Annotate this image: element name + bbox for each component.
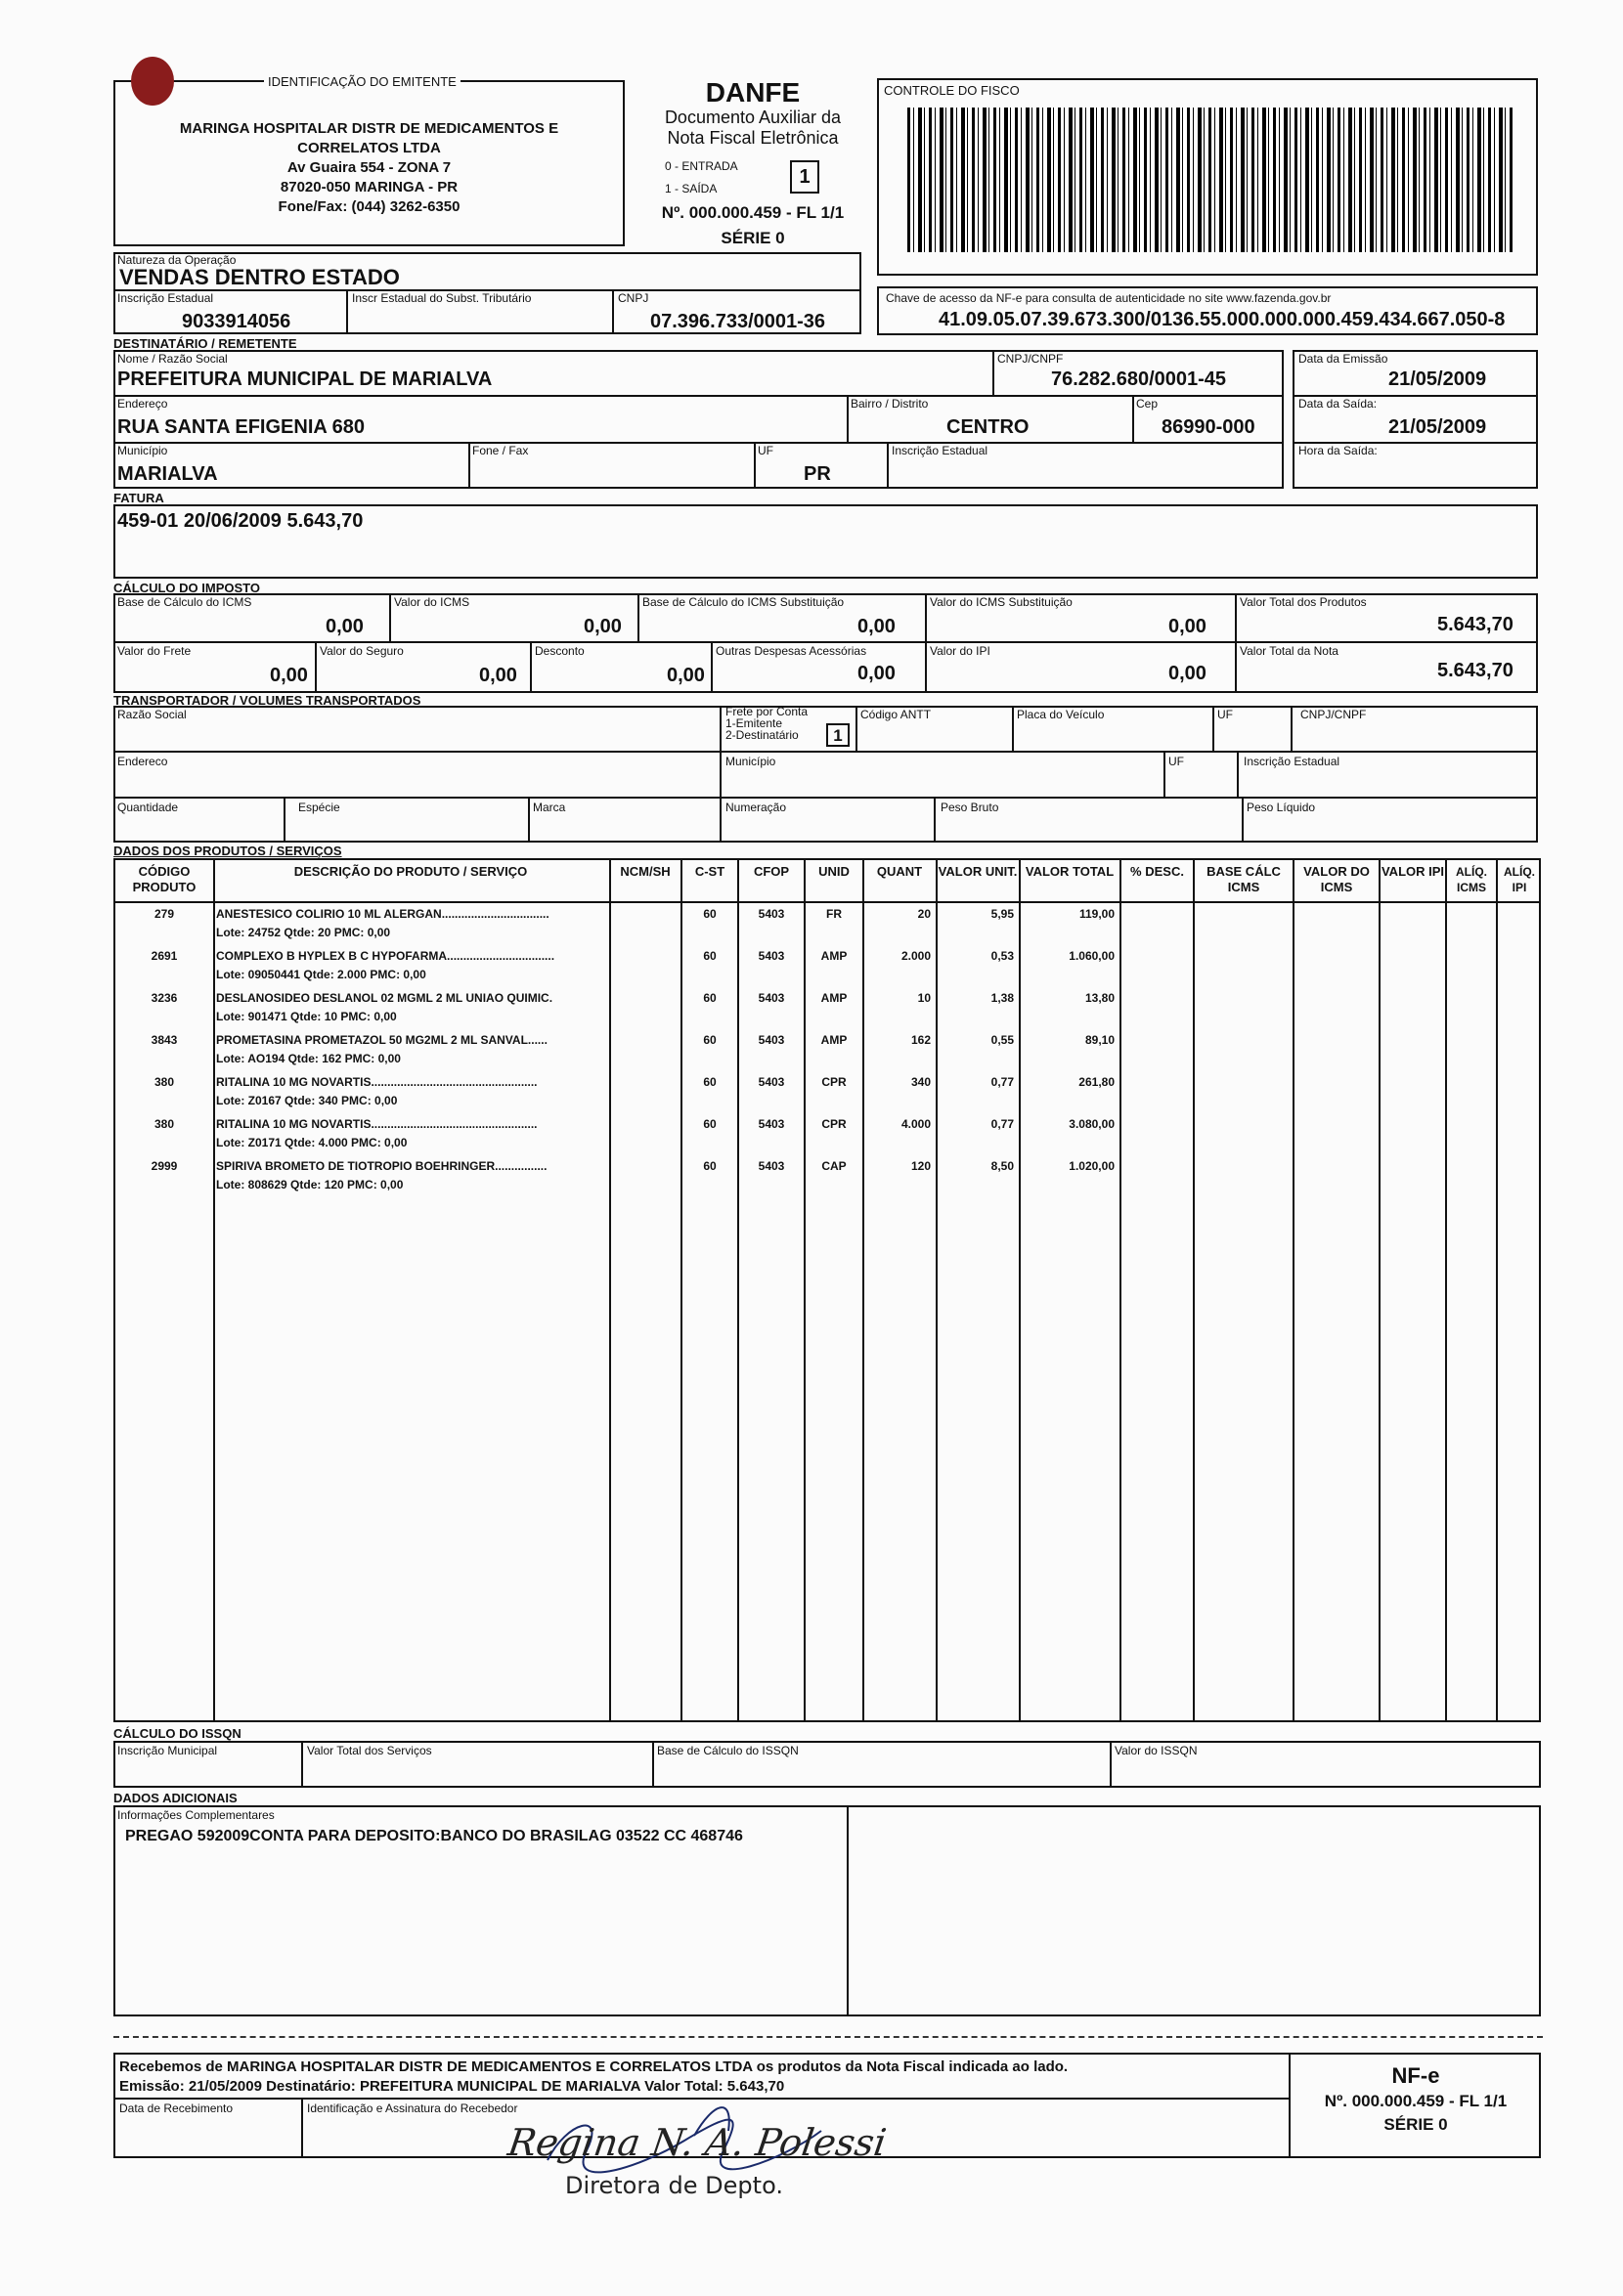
info-value: PREGAO 592009CONTA PARA DEPOSITO:BANCO DO BRASILAG 03522 CC 468746 xyxy=(125,1828,743,1844)
divider xyxy=(113,395,1284,397)
divider xyxy=(862,858,864,1722)
th-desc: % DESC. xyxy=(1130,864,1184,879)
produtos-table xyxy=(113,858,1541,1722)
dest-cnpj-label: CNPJ/CNPF xyxy=(997,352,1064,366)
divider xyxy=(1012,706,1014,751)
ie-value: 9033914056 xyxy=(182,311,291,332)
total-nota: 5.643,70 xyxy=(1437,660,1513,681)
ie-st-label: Inscr Estadual do Subst. Tributário xyxy=(352,291,532,305)
th-cst: C-ST xyxy=(694,864,725,879)
divider xyxy=(113,442,1284,444)
row-quant: 4.000 xyxy=(900,1117,931,1131)
row-vunit: 0,55 xyxy=(990,1033,1014,1047)
row-descricao: PROMETASINA PROMETAZOL 50 MG2ML 2 ML SANVAL...... xyxy=(216,1033,548,1047)
divider xyxy=(925,593,927,641)
dest-cep: 86990-000 xyxy=(1162,416,1255,438)
row-unid: AMP xyxy=(820,949,848,963)
danfe-serie: SÉRIE 0 xyxy=(721,229,785,247)
divider xyxy=(680,858,682,1722)
canhoto-nfe-numero: Nº. 000.000.459 - FL 1/1 xyxy=(1324,2092,1508,2110)
row-codigo: 2691 xyxy=(151,949,178,963)
dest-bairro-label: Bairro / Distrito xyxy=(851,397,929,411)
divider xyxy=(113,797,1538,799)
row-lote: Lote: Z0167 Qtde: 340 PMC: 0,00 xyxy=(216,1094,398,1107)
th-ncm: NCM/SH xyxy=(620,864,671,879)
row-cst: 60 xyxy=(703,991,717,1005)
danfe-entrada: 0 - ENTRADA xyxy=(665,159,738,173)
row-codigo: 380 xyxy=(154,1117,175,1131)
row-vunit: 0,77 xyxy=(990,1075,1014,1089)
transp-uf2-label: UF xyxy=(1168,755,1184,768)
dest-endereco: RUA SANTA EFIGENIA 680 xyxy=(117,416,365,438)
row-cst: 60 xyxy=(703,1117,717,1131)
total-nota-label: Valor Total da Nota xyxy=(1240,644,1338,658)
divider xyxy=(284,797,285,843)
th-vtotal: VALOR TOTAL xyxy=(1025,864,1115,879)
emitente-name-line1: MARINGA HOSPITALAR DISTR DE MEDICAMENTOS E xyxy=(179,120,559,137)
fatura-value: 459-01 20/06/2009 5.643,70 xyxy=(117,510,364,532)
divider xyxy=(1496,858,1498,1722)
signature-stamp-name: Regina N. A. Polessi xyxy=(504,2121,890,2164)
divider xyxy=(315,641,317,693)
row-descricao: DESLANOSIDEO DESLANOL 02 MGML 2 ML UNIAO QUIMIC. xyxy=(216,991,553,1005)
seguro-label: Valor do Seguro xyxy=(320,644,404,658)
row-cst: 60 xyxy=(703,907,717,921)
th-vicms: VALOR DO ICMS xyxy=(1303,864,1370,894)
divider xyxy=(612,289,614,334)
danfe-subtitle1: Documento Auxiliar da xyxy=(664,108,842,127)
row-quant: 10 xyxy=(917,991,931,1005)
divider xyxy=(925,641,927,693)
danfe-block xyxy=(631,78,875,149)
emissao-value: 21/05/2009 xyxy=(1388,368,1487,390)
natureza-label: Natureza da Operação xyxy=(117,253,237,267)
row-vtotal: 1.020,00 xyxy=(1069,1159,1115,1173)
total-prod-label: Valor Total dos Produtos xyxy=(1240,595,1367,609)
canhoto-assinatura-label: Identificação e Assinatura do Recebedor xyxy=(307,2101,518,2115)
row-vtotal: 3.080,00 xyxy=(1069,1117,1115,1131)
row-descricao: RITALINA 10 MG NOVARTIS................................................... xyxy=(216,1075,538,1089)
row-unid: CPR xyxy=(821,1075,847,1089)
th-vunit: VALOR UNIT. xyxy=(938,864,1018,879)
divider xyxy=(934,797,936,843)
dest-nome-label: Nome / Razão Social xyxy=(117,352,228,366)
divider xyxy=(637,593,639,641)
dest-uf: PR xyxy=(804,463,831,485)
dest-municipio-label: Município xyxy=(117,444,168,457)
transp-placa-label: Placa do Veículo xyxy=(1017,708,1105,721)
row-lote: Lote: 24752 Qtde: 20 PMC: 0,00 xyxy=(216,926,391,939)
divider xyxy=(1110,1741,1112,1788)
divider xyxy=(737,858,739,1722)
emitente-address: Av Guaira 554 - ZONA 7 xyxy=(286,159,452,176)
ipi: 0,00 xyxy=(1168,663,1206,684)
divider xyxy=(1293,858,1294,1722)
divider xyxy=(113,901,1541,903)
seguro: 0,00 xyxy=(479,665,517,686)
canhoto-nfe xyxy=(1291,2062,1541,2137)
danfe-numero: Nº. 000.000.459 - FL 1/1 xyxy=(661,203,845,222)
valor-icms: 0,00 xyxy=(584,616,622,637)
frete-label-2: 1-Emitente xyxy=(725,716,783,730)
row-descricao: ANESTESICO COLIRIO 10 ML ALERGAN................................. xyxy=(216,907,549,921)
emitente-info xyxy=(117,119,621,217)
dest-ie-label: Inscrição Estadual xyxy=(892,444,988,457)
valor-icms-label: Valor do ICMS xyxy=(394,595,470,609)
issqn-section-label: CÁLCULO DO ISSQN xyxy=(113,1726,241,1741)
row-vtotal: 119,00 xyxy=(1078,907,1115,921)
transportador-section-label: TRANSPORTADOR / VOLUMES TRANSPORTADOS xyxy=(113,693,421,708)
emitente-phone: Fone/Fax: (044) 3262-6350 xyxy=(278,198,461,215)
divider xyxy=(528,797,530,843)
row-cfop: 5403 xyxy=(758,907,785,921)
row-quant: 340 xyxy=(910,1075,931,1089)
saida-label: Data da Saída: xyxy=(1298,397,1378,411)
divider xyxy=(346,289,348,334)
transp-peso-bruto-label: Peso Bruto xyxy=(941,801,999,814)
base-st-label: Base de Cálculo do ICMS Substituição xyxy=(642,595,845,609)
row-vunit: 1,38 xyxy=(990,991,1014,1005)
divider xyxy=(992,350,994,395)
row-lote: Lote: 808629 Qtde: 120 PMC: 0,00 xyxy=(216,1178,404,1191)
row-cfop: 5403 xyxy=(758,1075,785,1089)
issqn-base-label: Base de Cálculo do ISSQN xyxy=(657,1744,799,1757)
transp-antt-label: Código ANTT xyxy=(860,708,932,721)
issqn-servicos-label: Valor Total dos Serviços xyxy=(307,1744,432,1757)
row-cfop: 5403 xyxy=(758,1117,785,1131)
row-cst: 60 xyxy=(703,1159,717,1173)
row-vtotal: 261,80 xyxy=(1078,1075,1115,1089)
row-unid: CAP xyxy=(821,1159,847,1173)
transp-peso-liquido-label: Peso Líquido xyxy=(1247,801,1316,814)
divider xyxy=(887,442,889,489)
row-lote: Lote: 901471 Qtde: 10 PMC: 0,00 xyxy=(216,1010,397,1023)
row-descricao: RITALINA 10 MG NOVARTIS................................................... xyxy=(216,1117,538,1131)
row-codigo: 2999 xyxy=(151,1159,178,1173)
divider xyxy=(652,1741,654,1788)
row-descricao: COMPLEXO B HYPLEX B C HYPOFARMA................................. xyxy=(216,949,555,963)
row-unid: FR xyxy=(826,907,842,921)
divider xyxy=(1445,858,1447,1722)
info-label: Informações Complementares xyxy=(117,1808,275,1822)
row-vunit: 8,50 xyxy=(990,1159,1014,1173)
divider xyxy=(389,593,391,641)
row-codigo: 3843 xyxy=(151,1033,178,1047)
chave-value: 41.09.05.07.39.673.300/0136.55.000.000.000.459.434.667.050-8 xyxy=(939,309,1506,330)
th-unid: UNID xyxy=(818,864,850,879)
th-aipi: ALÍQ. IPI xyxy=(1504,865,1535,894)
base-st: 0,00 xyxy=(857,616,896,637)
row-cst: 60 xyxy=(703,1033,717,1047)
divider xyxy=(855,706,857,751)
imposto-section-label: CÁLCULO DO IMPOSTO xyxy=(113,581,260,595)
divider xyxy=(1291,706,1293,751)
natureza-value: VENDAS DENTRO ESTADO xyxy=(119,265,400,289)
transp-uf-label: UF xyxy=(1217,708,1233,721)
emitente-name-line2: CORRELATOS LTDA xyxy=(297,140,441,156)
divider xyxy=(754,442,756,489)
divider xyxy=(213,858,215,1722)
divider xyxy=(113,751,1538,753)
row-cfop: 5403 xyxy=(758,1159,785,1173)
row-codigo: 279 xyxy=(154,907,175,921)
th-quant: QUANT xyxy=(876,864,923,879)
divider xyxy=(1163,751,1165,797)
fatura-section-label: FATURA xyxy=(113,491,164,505)
total-prod: 5.643,70 xyxy=(1437,614,1513,635)
divider xyxy=(1242,797,1244,843)
base-icms: 0,00 xyxy=(326,616,364,637)
divider xyxy=(301,2098,303,2158)
row-cfop: 5403 xyxy=(758,949,785,963)
transp-frete-value: 1 xyxy=(826,723,850,747)
transp-ie-label: Inscrição Estadual xyxy=(1244,755,1340,768)
cnpj-emit-label: CNPJ xyxy=(618,291,649,305)
row-unid: AMP xyxy=(820,991,848,1005)
row-vtotal: 1.060,00 xyxy=(1069,949,1115,963)
row-lote: Lote: AO194 Qtde: 162 PMC: 0,00 xyxy=(216,1052,401,1065)
canhoto-nfe-serie: SÉRIE 0 xyxy=(1383,2115,1448,2134)
th-aicms: ALÍQ. ICMS xyxy=(1456,865,1487,894)
transp-endereco-label: Endereco xyxy=(117,755,168,768)
transp-marca-label: Marca xyxy=(533,801,566,814)
frete-label-1: Frete por Conta xyxy=(725,705,809,718)
divider xyxy=(1132,395,1134,442)
dest-cep-label: Cep xyxy=(1136,397,1159,411)
divider xyxy=(113,641,1538,643)
row-lote: Lote: Z0171 Qtde: 4.000 PMC: 0,00 xyxy=(216,1136,408,1149)
barcode xyxy=(907,108,1513,252)
row-quant: 120 xyxy=(910,1159,931,1173)
dest-fone-label: Fone / Fax xyxy=(472,444,529,457)
valor-st-label: Valor do ICMS Substituição xyxy=(930,595,1073,609)
signature-stamp-role: Diretora de Depto. xyxy=(565,2172,783,2199)
divider xyxy=(847,1805,849,2016)
emitente-city: 87020-050 MARINGA - PR xyxy=(280,179,459,195)
row-vtotal: 89,10 xyxy=(1084,1033,1115,1047)
divider xyxy=(847,395,849,442)
row-vunit: 0,77 xyxy=(990,1117,1014,1131)
divider xyxy=(1193,858,1195,1722)
chave-label: Chave de acesso da NF-e para consulta de autenticidade no site www.fazenda.gov.br xyxy=(886,291,1332,305)
dest-municipio: MARIALVA xyxy=(117,463,218,485)
dest-nome: PREFEITURA MUNICIPAL DE MARIALVA xyxy=(117,368,493,390)
adicionais-section-label: DADOS ADICIONAIS xyxy=(113,1791,238,1805)
ie-label: Inscrição Estadual xyxy=(117,291,214,305)
divider xyxy=(1235,593,1237,693)
divider xyxy=(1379,858,1381,1722)
canhoto-data-label: Data de Recebimento xyxy=(119,2101,234,2115)
saida-value: 21/05/2009 xyxy=(1388,416,1487,438)
row-vtotal: 13,80 xyxy=(1084,991,1115,1005)
frete-label-3: 2-Destinatário xyxy=(725,728,799,742)
outras-label: Outras Despesas Acessórias xyxy=(716,644,867,658)
divider xyxy=(530,641,532,693)
dest-endereco-label: Endereço xyxy=(117,397,168,411)
danfe-saida: 1 - SAÍDA xyxy=(665,182,718,195)
produtos-section-label: DADOS DOS PRODUTOS / SERVIÇOS xyxy=(113,844,342,858)
issqn-im-label: Inscrição Municipal xyxy=(117,1744,218,1757)
base-icms-label: Base de Cálculo do ICMS xyxy=(117,595,252,609)
row-unid: AMP xyxy=(820,1033,848,1047)
divider xyxy=(804,858,806,1722)
fisco-label: CONTROLE DO FISCO xyxy=(884,83,1020,98)
canhoto-line2: Emissão: 21/05/2009 Destinatário: PREFEITURA MUNICIPAL DE MARIALVA Valor Total: 5.643,70 xyxy=(119,2078,785,2095)
row-lote: Lote: 09050441 Qtde: 2.000 PMC: 0,00 xyxy=(216,968,426,981)
transp-cnpj-label: CNPJ/CNPF xyxy=(1300,708,1367,721)
dest-bairro: CENTRO xyxy=(946,416,1030,438)
transp-razao-label: Razão Social xyxy=(117,708,187,721)
th-cfop: CFOP xyxy=(753,864,790,879)
divider xyxy=(1212,706,1214,751)
row-unid: CPR xyxy=(821,1117,847,1131)
row-cst: 60 xyxy=(703,949,717,963)
row-quant: 2.000 xyxy=(900,949,931,963)
transp-numeracao-label: Numeração xyxy=(725,801,787,814)
canhoto-line1: Recebemos de MARINGA HOSPITALAR DISTR DE MEDICAMENTOS E CORRELATOS LTDA os produtos da Nota Fiscal indicada ao lado. xyxy=(119,2058,1069,2075)
row-codigo: 3236 xyxy=(151,991,178,1005)
emissao-label: Data da Emissão xyxy=(1298,352,1388,366)
divider xyxy=(936,858,938,1722)
outras: 0,00 xyxy=(857,663,896,684)
issqn-valor-label: Valor do ISSQN xyxy=(1115,1744,1198,1757)
row-descricao: SPIRIVA BROMETO DE TIOTROPIO BOEHRINGER................ xyxy=(216,1159,548,1173)
divider xyxy=(720,706,722,843)
row-cfop: 5403 xyxy=(758,1033,785,1047)
frete: 0,00 xyxy=(270,665,308,686)
row-quant: 162 xyxy=(910,1033,931,1047)
cnpj-emit-value: 07.396.733/0001-36 xyxy=(650,311,826,332)
valor-st: 0,00 xyxy=(1168,616,1206,637)
divider xyxy=(1119,858,1121,1722)
transp-municipio-label: Município xyxy=(725,755,776,768)
row-vunit: 5,95 xyxy=(990,907,1014,921)
danfe-title: DANFE xyxy=(705,77,801,108)
transp-especie-label: Espécie xyxy=(298,801,340,814)
th-vipi: VALOR IPI xyxy=(1381,864,1445,879)
divider xyxy=(1237,751,1239,797)
divider xyxy=(609,858,611,1722)
hora-label: Hora da Saída: xyxy=(1298,444,1378,457)
danfe-tipo-box: 1 xyxy=(790,160,819,194)
row-vunit: 0,53 xyxy=(990,949,1014,963)
divider xyxy=(711,641,713,693)
transp-frete-label xyxy=(725,706,808,741)
transp-quantidade-label: Quantidade xyxy=(117,801,179,814)
frete-label: Valor do Frete xyxy=(117,644,192,658)
destinatario-section-label: DESTINATÁRIO / REMETENTE xyxy=(113,336,297,351)
ink-blot xyxy=(131,57,174,106)
th-descricao: DESCRIÇÃO DO PRODUTO / SERVIÇO xyxy=(293,864,528,879)
row-cfop: 5403 xyxy=(758,991,785,1005)
dest-uf-label: UF xyxy=(758,444,773,457)
ipi-label: Valor do IPI xyxy=(930,644,990,658)
desconto-label: Desconto xyxy=(535,644,585,658)
cut-line xyxy=(113,2036,1543,2038)
canhoto-nfe-title: NF-e xyxy=(1391,2063,1440,2088)
danfe-subtitle2: Nota Fiscal Eletrônica xyxy=(667,128,839,148)
th-codigo: CÓDIGO PRODUTO xyxy=(132,864,197,894)
desconto: 0,00 xyxy=(667,665,705,686)
row-cst: 60 xyxy=(703,1075,717,1089)
divider xyxy=(301,1741,303,1788)
row-codigo: 380 xyxy=(154,1075,175,1089)
dest-cnpj: 76.282.680/0001-45 xyxy=(1051,368,1227,390)
emitente-section-label: IDENTIFICAÇÃO DO EMITENTE xyxy=(264,75,461,89)
divider xyxy=(1019,858,1021,1722)
divider xyxy=(468,442,470,489)
row-quant: 20 xyxy=(917,907,931,921)
th-base: BASE CÁLC ICMS xyxy=(1206,864,1281,894)
